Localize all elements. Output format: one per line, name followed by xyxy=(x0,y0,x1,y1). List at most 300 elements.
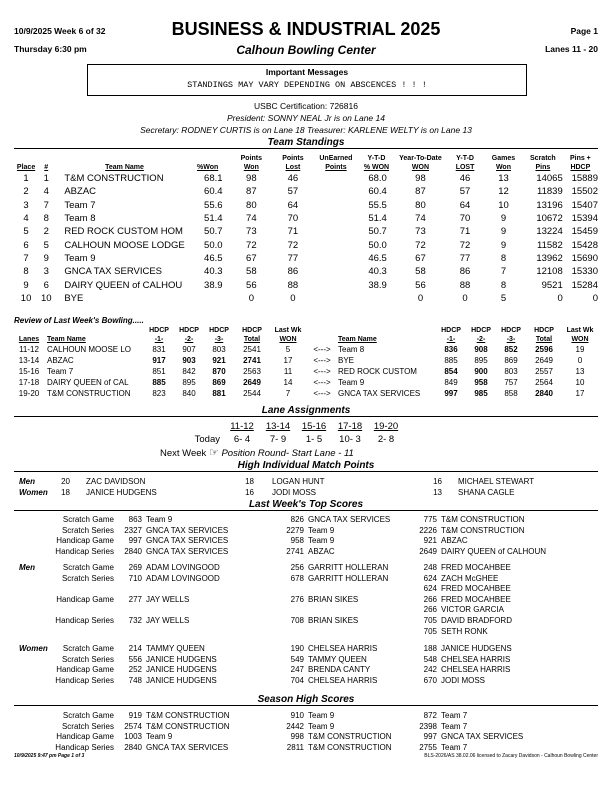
score-name: T&M CONSTRUCTION xyxy=(441,515,525,524)
versus-arrow: <---> xyxy=(313,367,331,376)
score-category: Handicap Game xyxy=(56,594,114,604)
review-game-1: 917 xyxy=(152,356,166,365)
review-game-1: 849 xyxy=(444,378,458,387)
standings-row xyxy=(14,225,598,238)
score-value: 256 xyxy=(290,563,304,572)
standings-points-lost: 57 xyxy=(287,186,299,198)
score-value: 188 xyxy=(423,644,437,653)
review-game-3: 921 xyxy=(212,356,226,365)
standings-pins-hdcp: 15407 xyxy=(571,199,598,211)
standings-pins-hdcp: 15459 xyxy=(571,226,598,238)
standings-row xyxy=(14,185,598,198)
review-game-3: 881 xyxy=(212,389,226,398)
score-value: 247 xyxy=(290,665,304,675)
score-value: 910 xyxy=(290,711,304,720)
standings-pct-won: 50.7 xyxy=(204,226,223,238)
standings-num: 8 xyxy=(43,213,49,225)
standings-ytd-won: 73 xyxy=(415,226,426,238)
score-value: 548 xyxy=(423,654,437,664)
score-value: 826 xyxy=(290,515,304,524)
score-name: JAY WELLS xyxy=(146,616,190,625)
review-team-name: T&M CONSTRUCTION xyxy=(47,389,131,398)
match-points: 20 xyxy=(61,477,70,486)
standings-points-lost: 0 xyxy=(290,292,296,304)
review-team-name: ABZAC xyxy=(47,356,74,365)
standings-ytd-lost: 70 xyxy=(459,213,471,225)
standings-games-won: 5 xyxy=(500,292,507,304)
score-value: 678 xyxy=(290,573,304,583)
important-messages-box xyxy=(87,64,527,96)
score-category: Scratch Series xyxy=(61,573,114,583)
standings-pins-hdcp: 15330 xyxy=(571,266,598,278)
score-name: Team 9 xyxy=(146,732,173,742)
review-game-2: 908 xyxy=(474,345,488,354)
review-won: 14 xyxy=(283,378,293,387)
score-value: 214 xyxy=(128,644,142,653)
score-value: 921 xyxy=(423,536,437,546)
standings-unearned xyxy=(314,252,358,265)
score-value: 705 xyxy=(423,626,437,636)
score-name: VICTOR GARCIA xyxy=(441,605,504,615)
today-pairing: 2- 8 xyxy=(377,434,395,445)
review-total: 2840 xyxy=(535,389,553,398)
score-name: CHELSEA HARRIS xyxy=(308,644,378,653)
standings-pct-won: 38.9 xyxy=(204,279,223,291)
standings-points-lost: 77 xyxy=(287,252,299,264)
review-won: 0 xyxy=(577,356,583,365)
bowling-center-name: Calhoun Bowling Center xyxy=(236,43,376,57)
review-game-2: 958 xyxy=(474,378,488,387)
standings-ytd-pct: 55.5 xyxy=(368,199,387,211)
standings-pins-hdcp: 15284 xyxy=(571,279,598,291)
col-ytd-pct: Y-T-D % WON xyxy=(363,155,390,171)
standings-pct-won: 60.4 xyxy=(204,186,223,198)
score-value: 277 xyxy=(128,594,142,604)
standings-place: 9 xyxy=(23,279,29,291)
standings-scratch-pins: 11839 xyxy=(537,186,563,198)
score-value: 266 xyxy=(423,605,437,615)
review-game-3: 870 xyxy=(212,367,226,376)
standings-team-name: Team 9 xyxy=(64,252,96,264)
messages-text: STANDINGS MAY VARY DEPENDING ON ABSCENCES ! ! ! xyxy=(187,80,427,90)
standings-row xyxy=(14,292,598,305)
score-value: 2398 xyxy=(419,721,437,731)
review-lanes: 19-20 xyxy=(18,389,40,398)
score-value: 2755 xyxy=(419,742,437,752)
score-value: 997 xyxy=(423,732,437,742)
standings-row xyxy=(14,278,598,291)
standings-pct-won xyxy=(185,292,231,305)
score-value: 2574 xyxy=(124,721,142,731)
standings-ytd-pct: 40.3 xyxy=(368,266,387,278)
score-value: 958 xyxy=(290,536,304,546)
review-game-3: 869 xyxy=(212,378,226,387)
score-value: 863 xyxy=(128,515,142,524)
score-name: Team 9 xyxy=(308,711,335,720)
col-pins-hdcp: Pins + HDCP xyxy=(569,155,591,171)
score-name: Team 9 xyxy=(308,721,335,731)
next-week-text: Position Round- Start Lane - 11 xyxy=(221,448,354,459)
standings-scratch-pins: 11582 xyxy=(537,239,563,251)
review-team-name: CALHOUN MOOSE LO xyxy=(47,345,132,354)
standings-place: 10 xyxy=(20,292,32,304)
score-category: Handicap Series xyxy=(55,675,114,685)
review-won: 17 xyxy=(575,389,585,398)
review-game-1: 836 xyxy=(444,345,458,354)
review-team-name: Team 7 xyxy=(47,367,74,376)
women-label: Women xyxy=(19,644,48,653)
score-name: GNCA TAX SERVICES xyxy=(441,732,524,742)
review-team-name: Team 8 xyxy=(338,345,365,354)
standings-team-name: DAIRY QUEEN of CALHOU xyxy=(64,279,183,291)
score-name: T&M CONSTRUCTION xyxy=(146,721,230,731)
standings-pins-hdcp: 15428 xyxy=(571,239,598,251)
lane-assignments-title: Lane Assignments xyxy=(14,405,598,417)
standings-ytd-won: 74 xyxy=(415,213,426,225)
standings-place: 3 xyxy=(23,199,29,211)
col-points-won: Points Won xyxy=(240,155,263,171)
bowler-name: JANICE HUDGENS xyxy=(86,488,157,497)
score-category: Scratch Series xyxy=(61,654,114,664)
review-game-1: 885 xyxy=(152,378,166,387)
score-name: GNCA TAX SERVICES xyxy=(146,742,229,752)
standings-games-won: 9 xyxy=(500,213,507,225)
score-category: Handicap Game xyxy=(56,732,114,742)
lane-header-row xyxy=(170,420,404,433)
score-name: Team 9 xyxy=(146,515,173,524)
standings-games-won: 10 xyxy=(498,199,509,211)
score-value: 732 xyxy=(128,616,142,625)
review-game-2: 900 xyxy=(474,367,488,376)
standings-unearned xyxy=(314,292,358,305)
score-value: 705 xyxy=(423,616,437,625)
standings-row xyxy=(14,199,598,212)
score-category: Scratch Game xyxy=(62,644,114,653)
col-place: Place xyxy=(16,164,36,171)
match-points: 18 xyxy=(61,488,70,497)
standings-num: 10 xyxy=(40,292,52,304)
standings-games-won: 8 xyxy=(500,279,507,291)
standings-ytd-lost: 77 xyxy=(459,252,471,264)
col-team: Team Name xyxy=(105,164,144,171)
score-name: GARRITT HOLLERAN xyxy=(308,573,389,583)
review-game-1: 831 xyxy=(152,345,166,354)
president-line: President: SONNY NEAL Jr is on Lane 14 xyxy=(227,113,385,123)
standings-games-won: 8 xyxy=(500,252,507,264)
standings-points-lost: 64 xyxy=(287,199,299,211)
score-category: Scratch Game xyxy=(62,563,114,572)
review-team-name: GNCA TAX SERVICES xyxy=(338,389,421,398)
standings-points-won: 87 xyxy=(246,186,257,198)
score-value: 2327 xyxy=(124,525,142,535)
score-value: 748 xyxy=(128,675,142,685)
score-value: 872 xyxy=(423,711,437,720)
standings-games-won: 7 xyxy=(500,266,507,278)
standings-ytd-lost: 71 xyxy=(459,226,471,238)
standings-points-lost: 72 xyxy=(287,239,299,251)
footer-right: BLS-2026/AS 38.02.06 licensed to Zacary Davidson - Calhoun Bowling Center xyxy=(424,753,598,759)
review-total: 2564 xyxy=(535,378,553,387)
review-game-1: 885 xyxy=(444,356,458,365)
gender-label: Men xyxy=(19,477,35,486)
standings-team-name: CALHOUN MOOSE LODGE xyxy=(64,239,185,251)
standings-ytd-won: 56 xyxy=(415,279,426,291)
review-total: 2596 xyxy=(535,345,553,354)
review-game-1: 851 xyxy=(152,367,166,376)
men-label: Men xyxy=(19,563,35,572)
score-value: 624 xyxy=(423,584,437,594)
score-name: Team 7 xyxy=(441,721,468,731)
standings-place: 7 xyxy=(23,252,29,264)
score-value: 1003 xyxy=(124,732,142,742)
col-points-lost: Points Lost xyxy=(282,155,304,171)
score-name: T&M CONSTRUCTION xyxy=(308,732,392,742)
standings-team-name: RED ROCK CUSTOM HOM xyxy=(64,226,183,238)
standings-scratch-pins: 10672 xyxy=(536,213,563,225)
standings-place: 4 xyxy=(23,213,29,225)
header-day-time: Thursday 6:30 pm xyxy=(14,44,87,54)
standings-unearned xyxy=(314,265,358,278)
standings-num: 9 xyxy=(43,252,49,264)
score-name: GNCA TAX SERVICES xyxy=(146,525,229,535)
standings-header-row xyxy=(14,154,598,172)
standings-unearned xyxy=(314,172,358,185)
score-name: Team 7 xyxy=(441,742,468,752)
standings-points-won: 73 xyxy=(246,226,257,238)
score-category: Handicap Game xyxy=(56,665,114,675)
standings-ytd-won: 0 xyxy=(417,292,424,304)
score-value: 998 xyxy=(290,732,304,742)
score-value: 704 xyxy=(290,675,304,685)
score-value: 775 xyxy=(423,515,437,524)
score-value: 2226 xyxy=(419,525,437,535)
score-name: Team 9 xyxy=(308,525,335,535)
standings-ytd-pct: 50.7 xyxy=(368,226,387,238)
gender-label: Women xyxy=(19,488,48,497)
standings-row xyxy=(14,172,598,185)
score-name: CHELSEA HARRIS xyxy=(441,654,511,664)
review-total: 2544 xyxy=(243,389,261,398)
standings-points-lost: 46 xyxy=(287,173,299,185)
standings-ytd-won: 87 xyxy=(415,186,426,198)
page-number: Page 1 xyxy=(570,26,598,36)
col-scratch-pins: Scratch Pins xyxy=(530,155,556,171)
standings-pins-hdcp: 15394 xyxy=(571,213,598,225)
review-game-2: 895 xyxy=(182,378,196,387)
review-won: 10 xyxy=(575,378,585,387)
lane-pair: 15-16 xyxy=(301,421,327,432)
score-name: T&M CONSTRUCTION xyxy=(441,525,525,535)
standings-points-won: 80 xyxy=(246,199,257,211)
match-points: 16 xyxy=(433,477,442,486)
standings-pins-hdcp: 15502 xyxy=(571,186,598,198)
versus-arrow: <---> xyxy=(313,389,331,398)
review-lanes: 17-18 xyxy=(18,378,40,387)
review-row xyxy=(14,366,598,377)
standings-points-won: 67 xyxy=(246,252,257,264)
review-row xyxy=(14,355,598,366)
score-name: BRENDA CANTY xyxy=(308,665,371,675)
review-row xyxy=(14,344,598,355)
standings-points-won: 72 xyxy=(246,239,257,251)
standings-ytd-lost: 88 xyxy=(459,279,471,291)
score-value: 549 xyxy=(290,654,304,664)
score-name: Team 9 xyxy=(308,536,335,546)
score-name: T&M CONSTRUCTION xyxy=(146,711,230,720)
review-game-2: 907 xyxy=(182,345,196,354)
standings-num: 3 xyxy=(43,266,49,278)
review-game-1: 997 xyxy=(444,389,458,398)
score-category: Handicap Game xyxy=(56,536,114,546)
standings-team-name: BYE xyxy=(64,292,84,304)
col-ytd-won: Year-To-Date WON xyxy=(399,155,442,171)
score-value: 242 xyxy=(423,665,437,675)
col-ytd-lost: Y-T-D LOST xyxy=(455,155,475,171)
standings-ytd-pct: 50.0 xyxy=(368,239,387,251)
standings-ytd-won: 98 xyxy=(415,173,426,185)
col-pctwon: %Won xyxy=(196,164,219,171)
score-value: 2649 xyxy=(419,547,437,557)
standings-place: 6 xyxy=(23,239,29,251)
standings-points-lost: 71 xyxy=(287,226,299,238)
usbc-certification: USBC Certification: 726816 xyxy=(254,101,358,111)
score-value: 2279 xyxy=(286,525,304,535)
high-match-title: High Individual Match Points xyxy=(14,460,598,472)
score-name: GNCA TAX SERVICES xyxy=(308,515,391,524)
standings-ytd-lost: 57 xyxy=(459,186,471,198)
standings-unearned xyxy=(314,185,358,198)
score-value: 266 xyxy=(423,594,437,604)
standings-unearned xyxy=(314,278,358,291)
score-value: 919 xyxy=(128,711,142,720)
today-pairing: 6- 4 xyxy=(233,434,251,445)
standings-points-lost: 88 xyxy=(287,279,299,291)
score-name: ADAM LOVINGOOD xyxy=(146,573,220,583)
col-unearned: UnEarned Points xyxy=(319,155,353,171)
score-value: 556 xyxy=(128,654,142,664)
review-lanes: 13-14 xyxy=(18,356,40,365)
standings-scratch-pins: 13224 xyxy=(536,226,563,238)
today-pairing: 1- 5 xyxy=(305,434,323,445)
score-value: 252 xyxy=(128,665,142,675)
review-game-1: 854 xyxy=(444,367,458,376)
standings-scratch-pins: 13196 xyxy=(536,199,563,211)
score-name: T&M CONSTRUCTION xyxy=(308,742,392,752)
standings-ytd-lost: 64 xyxy=(459,199,471,211)
standings-team-name: GNCA TAX SERVICES xyxy=(64,266,163,278)
review-won: 19 xyxy=(575,345,585,354)
standings-team-name: ABZAC xyxy=(64,186,97,198)
standings-pins-hdcp: 15889 xyxy=(571,173,598,185)
score-name: BRIAN SIKES xyxy=(308,616,359,625)
review-total: 2557 xyxy=(535,367,553,376)
score-value: 997 xyxy=(128,536,142,546)
page-title: BUSINESS & INDUSTRIAL 2025 xyxy=(171,19,441,39)
standings-points-won: 98 xyxy=(246,173,257,185)
score-category: Scratch Game xyxy=(62,711,114,720)
standings-ytd-pct: 68.0 xyxy=(368,173,387,185)
standings-points-won: 56 xyxy=(246,279,257,291)
standings-scratch-pins: 14065 xyxy=(536,173,563,185)
score-value: 248 xyxy=(423,563,437,572)
standings-place: 1 xyxy=(23,173,29,185)
review-game-1: 823 xyxy=(152,389,166,398)
today-label: Today xyxy=(194,434,220,445)
standings-pins-hdcp: 15690 xyxy=(571,252,598,264)
top-scores-title: Last Week's Top Scores xyxy=(14,499,598,511)
standings-points-won: 58 xyxy=(246,266,257,278)
versus-arrow: <---> xyxy=(313,356,331,365)
bowler-name: ZAC DAVIDSON xyxy=(86,477,146,486)
secretary-treasurer-line: Secretary: RODNEY CURTIS is on Lane 18 Treasurer: KARLENE WELTY is on Lane 13 xyxy=(140,125,472,135)
review-team-name: RED ROCK CUSTOM xyxy=(338,367,417,376)
standings-points-lost: 70 xyxy=(287,213,299,225)
standings-ytd-lost: 86 xyxy=(459,266,471,278)
standings-pct-won: 55.6 xyxy=(204,199,223,211)
standings-scratch-pins: 13962 xyxy=(536,252,563,264)
score-name: FRED MOCAHBEE xyxy=(441,584,511,594)
versus-arrow: <---> xyxy=(313,345,331,354)
review-team-name: DAIRY QUEEN of CAL xyxy=(47,378,129,387)
review-total: 2649 xyxy=(243,378,261,387)
today-pairing: 10- 3 xyxy=(339,434,361,445)
review-game-3: 803 xyxy=(212,345,226,354)
bowler-name: MICHAEL STEWART xyxy=(458,477,535,486)
standings-ytd-won: 67 xyxy=(415,252,426,264)
score-name: JODI MOSS xyxy=(441,675,486,685)
score-name: GNCA TAX SERVICES xyxy=(146,547,229,557)
review-game-3: 852 xyxy=(504,345,518,354)
score-name: FRED MOCAHBEE xyxy=(441,594,511,604)
score-name: DAVID BRADFORD xyxy=(441,616,512,625)
review-game-2: 895 xyxy=(474,356,488,365)
standings-ytd-pct: 60.4 xyxy=(368,186,387,198)
standings-place: 8 xyxy=(23,266,29,278)
next-week-line xyxy=(160,446,354,459)
review-total: 2649 xyxy=(535,356,553,365)
score-value: 190 xyxy=(290,644,304,653)
score-name: Team 7 xyxy=(441,711,468,720)
score-name: JANICE HUDGENS xyxy=(146,665,217,675)
score-value: 2741 xyxy=(286,547,304,557)
score-name: ABZAC xyxy=(441,536,468,546)
standings-ytd-pct: 46.5 xyxy=(368,252,387,264)
standings-unearned xyxy=(314,225,358,238)
standings-row xyxy=(14,212,598,225)
bowler-name: SHANA CAGLE xyxy=(458,488,515,497)
review-won: 13 xyxy=(575,367,585,376)
footer-left: 10/9/2025 9:47 pm Page 1 of 3 xyxy=(14,753,85,759)
lane-pair: 19-20 xyxy=(373,421,399,432)
standings-unearned xyxy=(314,238,358,251)
review-game-3: 858 xyxy=(504,389,518,398)
review-game-2: 842 xyxy=(182,367,196,376)
standings-points-lost: 86 xyxy=(287,266,299,278)
score-name: CHELSEA HARRIS xyxy=(441,665,511,675)
standings-ytd-won: 72 xyxy=(415,239,426,251)
standings-ytd-lost: 72 xyxy=(459,239,471,251)
lane-pair: 11-12 xyxy=(230,421,254,432)
today-pairing: 7- 9 xyxy=(269,434,287,445)
standings-pins-hdcp: 0 xyxy=(592,292,598,304)
standings-games-won: 12 xyxy=(498,186,509,198)
lane-pair: 17-18 xyxy=(337,421,363,432)
today-row xyxy=(170,433,404,446)
review-won: 17 xyxy=(283,356,293,365)
score-name: JANICE HUDGENS xyxy=(146,654,217,664)
col-num: # xyxy=(44,164,49,171)
score-value: 276 xyxy=(290,594,304,604)
